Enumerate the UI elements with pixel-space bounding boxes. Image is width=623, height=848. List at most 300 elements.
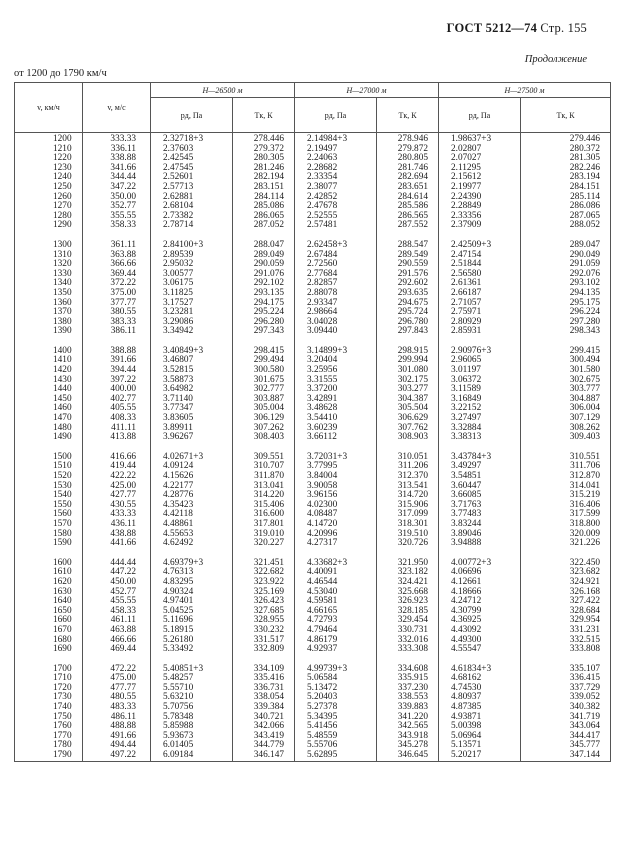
cell-speed-ms: 469.44 [83,645,151,655]
cell-speed-ms: 355.55 [83,212,151,222]
cell-pressure: 3.96267 [151,433,233,443]
cell-pressure: 4.62492 [151,539,233,549]
cell-temperature: 289.047 [521,241,611,251]
cell-pressure: 2.77684 [295,270,377,280]
cell-temperature: 345.278 [377,741,439,751]
cell-pressure: 5.20403 [295,693,377,703]
cell-speed-ms: 416.66 [83,453,151,463]
cell-pressure: 3.43784+3 [439,453,521,463]
cell-pressure: 2.95032 [151,260,233,270]
cell-pressure: 3.64982 [151,385,233,395]
cell-speed-kmh: 1600 [15,559,83,569]
cell-pressure: 2.90976+3 [439,347,521,357]
col-header-temp-1: Tк, К [233,98,295,133]
cell-pressure: 4.83295 [151,578,233,588]
cell-pressure: 3.90058 [295,482,377,492]
cell-temperature: 286.065 [233,212,295,222]
cell-speed-kmh: 1520 [15,472,83,482]
cell-temperature: 310.051 [377,453,439,463]
cell-speed-ms: 483.33 [83,703,151,713]
cell-pressure: 4.35423 [151,501,233,511]
cell-pressure: 3.89911 [151,424,233,434]
cell-temperature: 306.129 [233,414,295,424]
cell-speed-ms: 386.11 [83,327,151,337]
cell-temperature: 288.047 [233,241,295,251]
cell-pressure: 3.77483 [439,510,521,520]
cell-pressure: 5.34395 [295,713,377,723]
cell-pressure: 2.78714 [151,221,233,231]
cell-pressure: 2.47154 [439,251,521,261]
cell-speed-ms: 486.11 [83,713,151,723]
cell-temperature: 280.305 [233,154,295,164]
table-row [15,751,611,761]
standard-number: ГОСТ 5212—74 [446,21,538,35]
cell-speed-ms: 341.66 [83,164,151,174]
cell-pressure: 3.06175 [151,279,233,289]
cell-temperature: 306.004 [521,404,611,414]
cell-speed-ms: 458.33 [83,607,151,617]
cell-speed-kmh: 1310 [15,251,83,261]
cell-pressure: 4.18666 [439,588,521,598]
cell-speed-kmh: 1610 [15,568,83,578]
cell-temperature: 345.777 [521,741,611,751]
cell-pressure: 4.06696 [439,568,521,578]
cell-pressure: 4.42118 [151,510,233,520]
cell-temperature: 295.724 [377,308,439,318]
cell-temperature: 282.246 [521,164,611,174]
cell-temperature: 326.423 [233,597,295,607]
cell-temperature: 334.109 [233,665,295,675]
cell-temperature: 316.600 [233,510,295,520]
cell-pressure: 2.71057 [439,299,521,309]
cell-temperature: 292.076 [521,270,611,280]
cell-pressure: 2.42509+3 [439,241,521,251]
cell-temperature: 323.682 [521,568,611,578]
cell-temperature: 297.280 [521,318,611,328]
cell-temperature: 331.231 [521,626,611,636]
cell-temperature: 321.226 [521,539,611,549]
cell-speed-kmh: 1380 [15,318,83,328]
cell-temperature: 340.721 [233,713,295,723]
cell-pressure: 4.08487 [295,510,377,520]
cell-pressure: 5.55706 [295,741,377,751]
cell-temperature: 323.922 [233,578,295,588]
cell-temperature: 308.903 [377,433,439,443]
cell-temperature: 333.308 [377,645,439,655]
cell-pressure: 4.61834+3 [439,665,521,675]
cell-pressure: 4.59581 [295,597,377,607]
cell-temperature: 325.668 [377,588,439,598]
cell-pressure: 2.89539 [151,251,233,261]
cell-speed-ms: 463.88 [83,626,151,636]
cell-speed-ms: 461.11 [83,616,151,626]
cell-speed-ms: 369.44 [83,270,151,280]
cell-speed-ms: 497.22 [83,751,151,761]
cell-temperature: 319.510 [377,530,439,540]
cell-pressure: 2.82857 [295,279,377,289]
cell-temperature: 320.726 [377,539,439,549]
cell-pressure: 3.20404 [295,356,377,366]
cell-pressure: 5.26180 [151,636,233,646]
cell-pressure: 5.93673 [151,732,233,742]
cell-temperature: 333.808 [521,645,611,655]
cell-pressure: 3.89046 [439,530,521,540]
cell-pressure: 2.61361 [439,279,521,289]
cell-pressure: 2.47545 [151,164,233,174]
cell-pressure: 3.72031+3 [295,453,377,463]
cell-speed-ms: 455.55 [83,597,151,607]
cell-speed-kmh: 1640 [15,597,83,607]
cell-pressure: 3.09440 [295,327,377,337]
altitude-header-2: H—27000 м [295,83,439,98]
cell-pressure: 4.79464 [295,626,377,636]
cell-temperature: 326.923 [377,597,439,607]
cell-speed-ms: 444.44 [83,559,151,569]
table-row [15,539,611,549]
cell-speed-ms: 438.88 [83,530,151,540]
cell-speed-ms: 375.00 [83,289,151,299]
cell-speed-kmh: 1530 [15,482,83,492]
cell-speed-kmh: 1710 [15,674,83,684]
cell-speed-kmh: 1210 [15,145,83,155]
table-row [15,327,611,337]
cell-temperature: 301.580 [521,366,611,376]
cell-pressure: 2.33356 [439,212,521,222]
cell-temperature: 308.403 [233,433,295,443]
cell-pressure: 3.32884 [439,424,521,434]
cell-speed-kmh: 1690 [15,645,83,655]
cell-pressure: 3.83244 [439,520,521,530]
cell-pressure: 5.06964 [439,732,521,742]
cell-temperature: 342.565 [377,722,439,732]
cell-temperature: 298.343 [521,327,611,337]
cell-pressure: 3.16849 [439,395,521,405]
cell-pressure: 5.20217 [439,751,521,761]
cell-pressure: 2.07027 [439,154,521,164]
cell-pressure: 4.87385 [439,703,521,713]
cell-temperature: 302.175 [377,376,439,386]
cell-temperature: 282.194 [233,173,295,183]
cell-pressure: 3.94888 [439,539,521,549]
cell-speed-ms: 402.77 [83,395,151,405]
cell-temperature: 287.065 [521,212,611,222]
cell-pressure: 2.68104 [151,202,233,212]
cell-speed-kmh: 1700 [15,665,83,675]
cell-pressure: 2.37909 [439,221,521,231]
cell-pressure: 3.29086 [151,318,233,328]
cell-pressure: 3.11589 [439,385,521,395]
cell-speed-ms: 408.33 [83,414,151,424]
cell-temperature: 278.446 [233,133,295,145]
atmosphere-table [14,82,611,762]
cell-speed-kmh: 1750 [15,713,83,723]
cell-pressure: 3.54851 [439,472,521,482]
cell-pressure: 4.40091 [295,568,377,578]
cell-pressure: 6.09184 [151,751,233,761]
cell-temperature: 346.645 [377,751,439,761]
cell-temperature: 330.232 [233,626,295,636]
cell-pressure: 5.63210 [151,693,233,703]
cell-speed-kmh: 1660 [15,616,83,626]
cell-speed-kmh: 1260 [15,193,83,203]
cell-temperature: 279.872 [377,145,439,155]
cell-temperature: 322.682 [233,568,295,578]
cell-pressure: 2.37603 [151,145,233,155]
cell-temperature: 346.147 [233,751,295,761]
cell-pressure: 2.96065 [439,356,521,366]
cell-temperature: 341.220 [377,713,439,723]
cell-pressure: 3.77995 [295,462,377,472]
cell-speed-ms: 383.33 [83,318,151,328]
altitude-header-3: H—27500 м [439,83,611,98]
cell-temperature: 290.559 [377,260,439,270]
cell-speed-kmh: 1720 [15,684,83,694]
cell-temperature: 280.372 [521,145,611,155]
cell-pressure: 4.97401 [151,597,233,607]
cell-pressure: 3.40849+3 [151,347,233,357]
cell-temperature: 343.918 [377,732,439,742]
cell-speed-kmh: 1440 [15,385,83,395]
cell-pressure: 4.92937 [295,645,377,655]
cell-pressure: 3.14899+3 [295,347,377,357]
cell-temperature: 343.419 [233,732,295,742]
cell-temperature: 283.194 [521,173,611,183]
cell-speed-kmh: 1350 [15,289,83,299]
cell-temperature: 339.384 [233,703,295,713]
cell-temperature: 284.151 [521,183,611,193]
cell-speed-ms: 361.11 [83,241,151,251]
cell-speed-ms: 494.44 [83,741,151,751]
cell-temperature: 332.809 [233,645,295,655]
cell-speed-kmh: 1420 [15,366,83,376]
cell-pressure: 2.28849 [439,202,521,212]
cell-pressure: 3.42891 [295,395,377,405]
cell-speed-kmh: 1300 [15,241,83,251]
cell-temperature: 297.843 [377,327,439,337]
cell-temperature: 321.451 [233,559,295,569]
cell-temperature: 321.950 [377,559,439,569]
cell-speed-kmh: 1220 [15,154,83,164]
cell-pressure: 5.62895 [295,751,377,761]
cell-pressure: 1.98637+3 [439,133,521,145]
cell-pressure: 2.62458+3 [295,241,377,251]
cell-speed-kmh: 1510 [15,462,83,472]
cell-pressure: 2.57713 [151,183,233,193]
speed-range-label: от 1200 до 1790 км/ч [14,68,107,79]
cell-pressure: 4.24712 [439,597,521,607]
col-header-v-ms: v, м/с [83,83,151,133]
cell-pressure: 3.23281 [151,308,233,318]
cell-temperature: 318.301 [377,520,439,530]
cell-pressure: 2.15612 [439,173,521,183]
cell-temperature: 283.151 [233,183,295,193]
cell-temperature: 311.706 [521,462,611,472]
cell-temperature: 311.870 [233,472,295,482]
cell-temperature: 310.707 [233,462,295,472]
cell-temperature: 343.064 [521,722,611,732]
cell-temperature: 293.102 [521,279,611,289]
cell-speed-ms: 488.88 [83,722,151,732]
cell-temperature: 281.746 [377,164,439,174]
cell-temperature: 299.994 [377,356,439,366]
cell-pressure: 3.71140 [151,395,233,405]
cell-temperature: 317.599 [521,510,611,520]
cell-speed-ms: 366.66 [83,260,151,270]
cell-pressure: 4.99739+3 [295,665,377,675]
cell-speed-ms: 338.88 [83,154,151,164]
cell-pressure: 3.37200 [295,385,377,395]
cell-speed-ms: 425.00 [83,482,151,492]
cell-temperature: 288.547 [377,241,439,251]
cell-temperature: 291.059 [521,260,611,270]
cell-pressure: 3.31555 [295,376,377,386]
col-header-pressure-1: pд, Па [151,98,233,133]
cell-speed-ms: 344.44 [83,173,151,183]
cell-speed-kmh: 1450 [15,395,83,405]
cell-speed-kmh: 1560 [15,510,83,520]
cell-speed-kmh: 1290 [15,221,83,231]
cell-speed-kmh: 1250 [15,183,83,193]
cell-pressure: 3.66085 [439,491,521,501]
cell-pressure: 5.40851+3 [151,665,233,675]
cell-pressure: 5.18915 [151,626,233,636]
cell-pressure: 2.28682 [295,164,377,174]
cell-temperature: 341.719 [521,713,611,723]
cell-temperature: 285.086 [233,202,295,212]
cell-pressure: 4.48861 [151,520,233,530]
cell-pressure: 2.19977 [439,183,521,193]
cell-pressure: 3.49297 [439,462,521,472]
col-header-pressure-3: pд, Па [439,98,521,133]
cell-pressure: 2.98664 [295,308,377,318]
cell-speed-ms: 472.22 [83,665,151,675]
cell-pressure: 5.33492 [151,645,233,655]
cell-pressure: 2.56580 [439,270,521,280]
cell-temperature: 317.099 [377,510,439,520]
continuation-label: Продолжение [524,54,587,65]
cell-temperature: 283.651 [377,183,439,193]
cell-speed-ms: 363.88 [83,251,151,261]
cell-temperature: 295.224 [233,308,295,318]
cell-temperature: 328.185 [377,607,439,617]
cell-pressure: 3.46807 [151,356,233,366]
cell-pressure: 2.14984+3 [295,133,377,145]
cell-speed-kmh: 1620 [15,578,83,588]
cell-pressure: 4.09124 [151,462,233,472]
cell-speed-ms: 377.77 [83,299,151,309]
page-header [447,21,587,36]
cell-pressure: 3.04028 [295,318,377,328]
cell-speed-kmh: 1410 [15,356,83,366]
cell-speed-ms: 358.33 [83,221,151,231]
cell-temperature: 330.731 [377,626,439,636]
cell-temperature: 291.076 [233,270,295,280]
cell-temperature: 332.515 [521,636,611,646]
cell-temperature: 299.494 [233,356,295,366]
cell-temperature: 307.129 [521,414,611,424]
cell-temperature: 339.052 [521,693,611,703]
cell-temperature: 327.685 [233,607,295,617]
cell-speed-kmh: 1280 [15,212,83,222]
cell-temperature: 281.305 [521,154,611,164]
cell-temperature: 314.041 [521,482,611,492]
cell-temperature: 335.915 [377,674,439,684]
cell-pressure: 6.01405 [151,741,233,751]
cell-temperature: 304.887 [521,395,611,405]
cell-pressure: 3.17527 [151,299,233,309]
cell-temperature: 315.906 [377,501,439,511]
cell-speed-kmh: 1760 [15,722,83,732]
cell-temperature: 309.403 [521,433,611,443]
cell-temperature: 320.009 [521,530,611,540]
cell-pressure: 5.00398 [439,722,521,732]
cell-pressure: 3.96156 [295,491,377,501]
cell-temperature: 337.729 [521,684,611,694]
cell-pressure: 2.88078 [295,289,377,299]
cell-speed-kmh: 1240 [15,173,83,183]
cell-speed-ms: 394.44 [83,366,151,376]
cell-temperature: 295.175 [521,299,611,309]
cell-speed-ms: 436.11 [83,520,151,530]
cell-pressure: 2.67484 [295,251,377,261]
cell-speed-ms: 450.00 [83,578,151,588]
cell-pressure: 5.13571 [439,741,521,751]
cell-temperature: 328.955 [233,616,295,626]
cell-temperature: 344.417 [521,732,611,742]
cell-pressure: 4.15626 [151,472,233,482]
cell-speed-kmh: 1400 [15,347,83,357]
cell-pressure: 3.22152 [439,404,521,414]
cell-pressure: 4.93871 [439,713,521,723]
cell-temperature: 314.720 [377,491,439,501]
cell-temperature: 294.675 [377,299,439,309]
cell-speed-kmh: 1790 [15,751,83,761]
cell-temperature: 299.415 [521,347,611,357]
cell-speed-kmh: 1540 [15,491,83,501]
cell-temperature: 302.675 [521,376,611,386]
cell-speed-ms: 388.88 [83,347,151,357]
cell-temperature: 303.887 [233,395,295,405]
cell-speed-ms: 397.22 [83,376,151,386]
cell-speed-kmh: 1580 [15,530,83,540]
cell-temperature: 281.246 [233,164,295,174]
cell-temperature: 289.549 [377,251,439,261]
cell-speed-kmh: 1480 [15,424,83,434]
cell-pressure: 4.28776 [151,491,233,501]
cell-speed-ms: 413.88 [83,433,151,443]
cell-speed-ms: 477.77 [83,684,151,694]
cell-temperature: 296.224 [521,308,611,318]
table-body [15,133,611,762]
cell-pressure: 4.00772+3 [439,559,521,569]
cell-pressure: 4.20996 [295,530,377,540]
cell-pressure: 4.86179 [295,636,377,646]
cell-speed-kmh: 1430 [15,376,83,386]
col-header-temp-2: Tк, К [377,98,439,133]
cell-pressure: 4.76313 [151,568,233,578]
table-row [15,133,611,145]
cell-temperature: 334.608 [377,665,439,675]
cell-speed-kmh: 1320 [15,260,83,270]
cell-temperature: 297.343 [233,327,295,337]
cell-temperature: 285.586 [377,202,439,212]
cell-temperature: 287.052 [233,221,295,231]
cell-temperature: 290.049 [521,251,611,261]
cell-temperature: 287.552 [377,221,439,231]
cell-temperature: 311.206 [377,462,439,472]
cell-pressure: 4.02671+3 [151,453,233,463]
cell-temperature: 288.052 [521,221,611,231]
